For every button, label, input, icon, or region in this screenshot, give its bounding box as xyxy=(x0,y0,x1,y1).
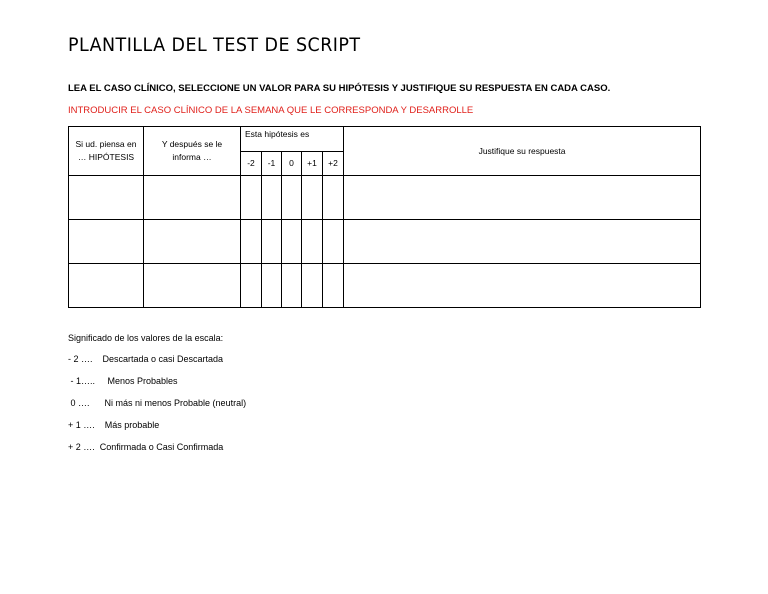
hypothesis-cell[interactable] xyxy=(69,176,144,220)
scale-cell[interactable] xyxy=(241,264,262,308)
legend-item: - 2 …. Descartada o casi Descartada xyxy=(68,354,224,364)
hypothesis-header: Si ud. piensa en … HIPÓTESIS xyxy=(69,127,144,176)
scale-minus-2: -2 xyxy=(241,152,262,176)
informed-cell[interactable] xyxy=(144,176,241,220)
scale-cell[interactable] xyxy=(302,264,323,308)
scale-cell[interactable] xyxy=(302,176,323,220)
scale-plus-2: +2 xyxy=(323,152,344,176)
scale-cell[interactable] xyxy=(323,220,344,264)
scale-cell[interactable] xyxy=(282,264,302,308)
legend-item: + 1 …. Más probable xyxy=(68,420,160,430)
scale-cell[interactable] xyxy=(323,264,344,308)
table-row xyxy=(69,176,701,220)
justify-cell[interactable] xyxy=(344,176,701,220)
scale-header: Esta hipótesis es xyxy=(241,127,344,152)
legend-item: 0 …. Ni más ni menos Probable (neutral) xyxy=(68,398,247,408)
instruction-red-text: INTRODUCIR EL CASO CLÍNICO DE LA SEMANA QUE LE CORRESPONDA Y DESARROLLE xyxy=(68,105,474,116)
instruction-text: LEA EL CASO CLÍNICO, SELECCIONE UN VALOR PARA SU HIPÓTESIS Y JUSTIFIQUE SU RESPUESTA EN CADA CASO. xyxy=(68,83,611,94)
informed-cell[interactable] xyxy=(144,220,241,264)
justify-cell[interactable] xyxy=(344,220,701,264)
scale-cell[interactable] xyxy=(302,220,323,264)
scale-cell[interactable] xyxy=(262,264,282,308)
justify-cell[interactable] xyxy=(344,264,701,308)
scale-cell[interactable] xyxy=(282,176,302,220)
page-title: PLANTILLA DEL TEST DE SCRIPT xyxy=(68,34,361,56)
table-row xyxy=(69,220,701,264)
legend-heading: Significado de los valores de la escala: xyxy=(68,333,224,343)
scale-cell[interactable] xyxy=(282,220,302,264)
scale-cell[interactable] xyxy=(323,176,344,220)
scale-cell[interactable] xyxy=(241,220,262,264)
script-test-table xyxy=(68,126,701,308)
legend-item: + 2 …. Confirmada o Casi Confirmada xyxy=(68,442,224,452)
scale-cell[interactable] xyxy=(241,176,262,220)
informed-header: Y después se le informa … xyxy=(144,127,241,176)
scale-plus-1: +1 xyxy=(302,152,323,176)
legend-item: - 1….. Menos Probables xyxy=(68,376,178,386)
hypothesis-cell[interactable] xyxy=(69,264,144,308)
hypothesis-cell[interactable] xyxy=(69,220,144,264)
informed-cell[interactable] xyxy=(144,264,241,308)
scale-0: 0 xyxy=(282,152,302,176)
scale-cell[interactable] xyxy=(262,176,282,220)
scale-cell[interactable] xyxy=(262,220,282,264)
scale-minus-1: -1 xyxy=(262,152,282,176)
table-row xyxy=(69,264,701,308)
justify-header: Justifique su respuesta xyxy=(344,127,701,176)
